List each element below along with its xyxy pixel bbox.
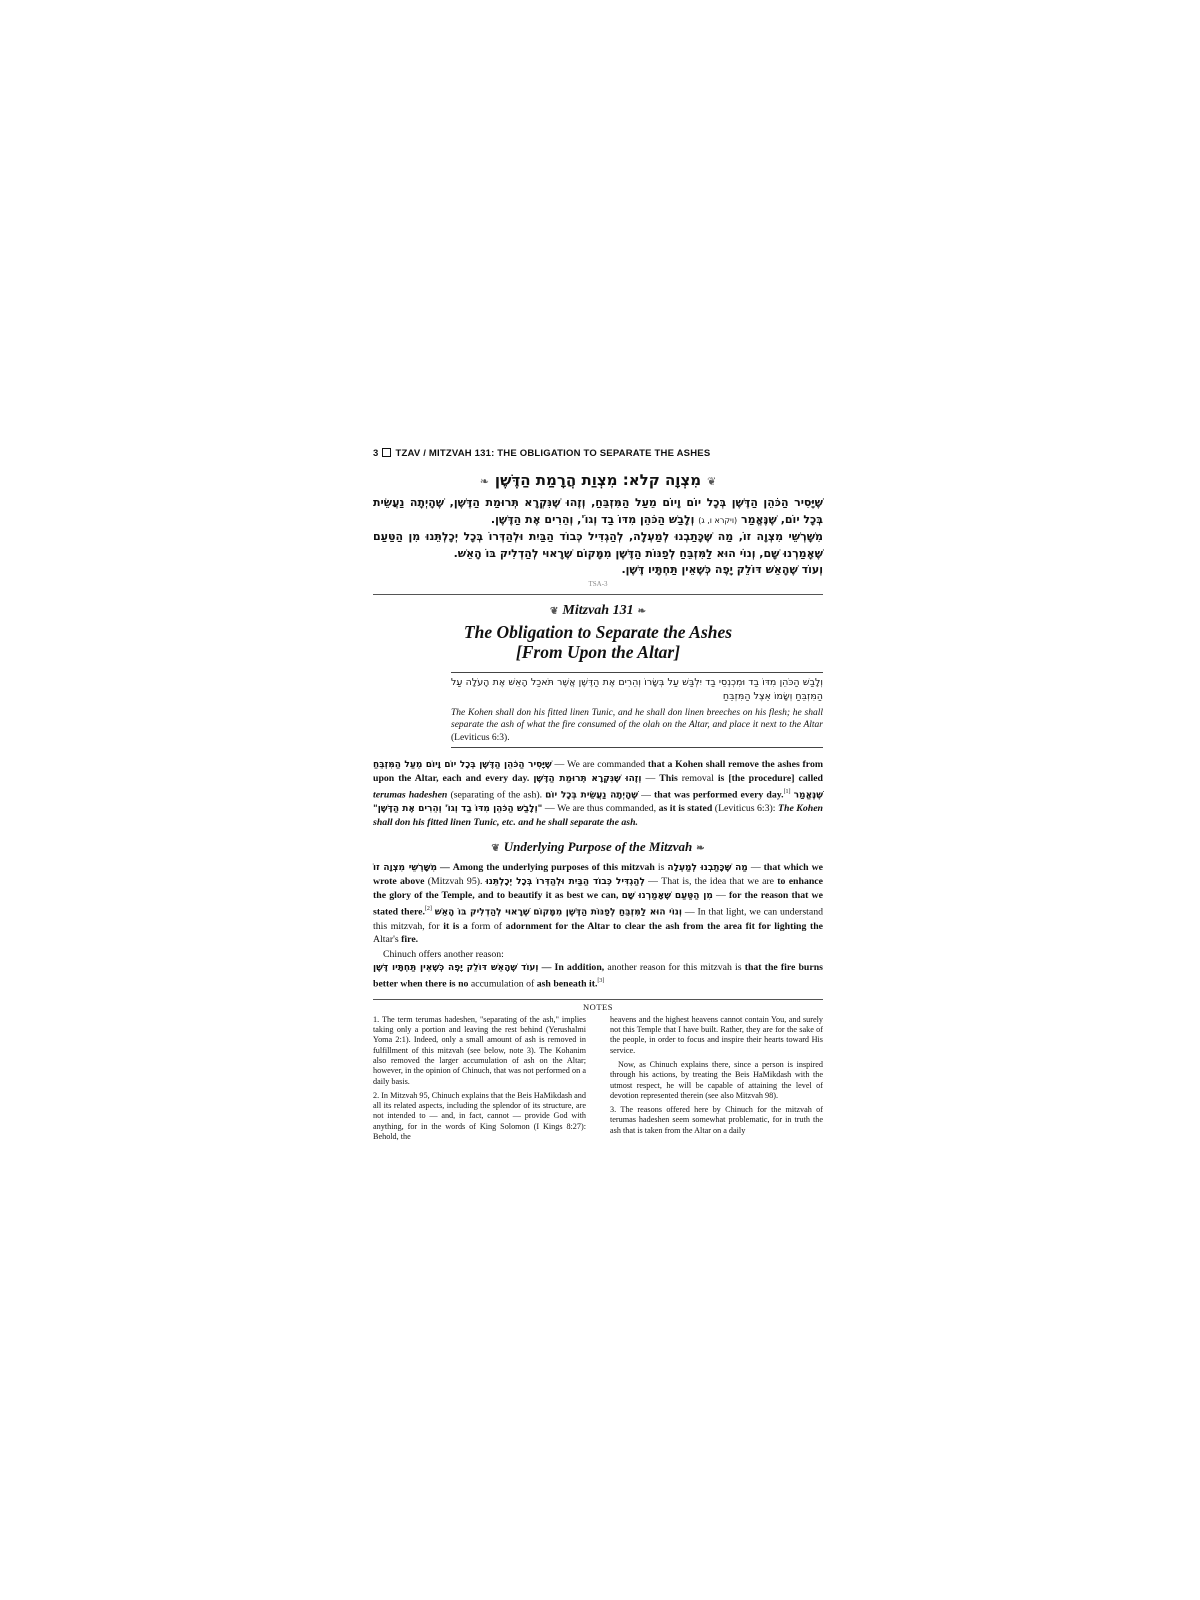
hebrew-lemma: וְנוֹי הוּא לַמִּזְבֵּחַ לְפַנּוֹת הַדֶּשֶׁן מִמָּקוֹם שֶׁרָאוּי לְהַדְלִיק בּוֹ הָאֵשׁ [434,907,682,918]
purpose-paragraph [373,861,823,945]
hebrew-text: וְלָבַשׁ הַכֹּהֵן מִדּוֹ בַד וְגוֹ', וְהֵרִים אֶת הַדֶּשֶׁן. [490,512,695,526]
body-term: terumas hadeshen [373,789,448,801]
body-bold: that the fire burns better when there is no [373,961,823,989]
verse-box [451,672,823,749]
body-text: accumulation of [468,977,537,989]
second-reason-paragraph [373,961,823,990]
square-bullet-icon [382,448,391,457]
english-title-line-2: [From Upon the Altar] [515,641,681,662]
note-1: 1. The term terumas hadeshen, "separating of the ash," implies taking only a portion and leaving the rest behind (Yerushalmi Yoma 2:1). Indeed, only a small amount of ash is removed in fulfillment of this mitzvah (see below, note 3). The Kohanim also removed the larger accumulation of ash on the Altar; however, in the opinion of Chinuch, that was not performed on a daily basis. [373,1014,586,1086]
divider [373,594,823,595]
footnote-ref[interactable]: [1] [783,789,791,795]
body-text: — [641,773,660,784]
body-bold: for the reason that we stated there. [373,890,823,918]
body-bold: ash beneath it. [536,977,598,989]
footnote-ref[interactable]: [3] [597,977,605,984]
hebrew-title-text: מִצְוָה קלא: מִצְוַת הֲרָמַת הַדֶּשֶׁן [494,471,702,489]
body-text: (Leviticus 6:3): [712,803,779,815]
note-3: 3. The reasons offered here by Chinuch for the mitzvah of terumas hadeshen seem somewhat problematic, for in truth the ash that is taken from the Altar on a daily [610,1105,823,1135]
intro-paragraph [373,758,823,829]
body-text: is [654,862,668,874]
ornament-icon: ❧ [696,843,705,855]
body-text: — [638,789,655,801]
section-heading-text: Underlying Purpose of the Mitzvah [503,839,693,855]
body-text: removal [677,773,718,784]
body-text: — [712,890,730,902]
hebrew-lemma: מַה שֶּׁכָּתַבְנוּ לְמַעְלָה [667,863,748,874]
body-bold: that which we wrote above [373,862,823,888]
footnote-ref[interactable]: [2] [424,906,432,913]
hebrew-paragraph-2: מִשָּׁרְשֵׁי מִצְוָה זוֹ, מַה שֶּׁכָּתַבְנוּ לְמַעְלָה, לְהַגְדִּיל כְּבוֹד הַבַּיִת וּלְהַדְּרוֹ בְּכָל יְכָלְתֵּנוּ מִן הַטַּעַם שֶׁאָמַרְנוּ שָׁם, וְנוֹי הוּא לַמִּזְבֵּחַ לְפַנּוֹת הַדֶּשֶׁן מִמָּקוֹם שֶׁרָאוּי לְהַדְלִיק בּוֹ הָאֵשׁ. [373,530,823,560]
hebrew-lemma: שֶׁהָיְתָה נַעֲשֵׂית בְּכָל יוֹם [545,790,639,801]
hebrew-lemma: וְעוֹד שֶׁהָאֵשׁ דּוֹלֵק יָפֶה כְּשֶׁאֵין תַּחְתָּיו דֶּשֶׁן [373,962,539,973]
body-text: — That is, the idea that we are [644,876,778,888]
hebrew-lemma: שֶׁיָּסִיר הַכֹּהֵן הַדֶּשֶׁן בְּכָל יוֹם וָיוֹם מֵעַל הַמִּזְבֵּחַ [373,760,552,770]
body-text: (Mitzvah 95). [424,876,486,888]
hebrew-mitzvah-title [373,471,823,489]
hebrew-paragraph-1 [373,495,823,529]
hebrew-source-ref: (ויקרא ו, ג) [698,515,738,525]
ornament-icon: ❦ [491,843,500,855]
note-2: 2. In Mitzvah 95, Chinuch explains that the Beis HaMikdash and all its related aspects, including the splendor of its structure, are not intended to — and, in fact, cannot — provide God with anything, for in the words of King Solomon (I Kings 8:27): Behold, the [373,1090,586,1142]
page-number: 3 [373,448,379,459]
hebrew-paragraph-3: וְעוֹד שֶׁהָאֵשׁ דּוֹלֵק יָפֶה כְּשֶׁאֵין תַּחְתָּיו דֶּשֶׁן. [621,563,823,576]
body-bold: — In addition, [538,961,605,973]
english-title [373,622,823,662]
note-2-paragraph-2: Now, as Chinuch explains there, since a person is inspired through his actions, by treating the Beis HaMikdash with the utmost respect, he will be capable of attaining the level of devotion represented therein (see also Mitzvah 98). [610,1059,823,1100]
notes-column-right [610,1015,823,1147]
hebrew-lemma: וְזֶהוּ שֶׁנִּקְרָא תְּרוּמַת הַדֶּשֶׁן [533,774,642,784]
body-bold: that a Kohen shall remove the ashes from upon the Altar, each and every day. [373,759,823,784]
verse-english-text: The Kohen shall don his fitted linen Tunic, and he shall don linen breeches on his flesh; he shall separate the ash of what the fire consumed of the olah on the Altar, and place it next to the Altar [451,707,823,730]
body-text: — [747,862,764,874]
body-bold: is [the procedure] called [717,773,823,784]
notes-divider [373,999,823,1000]
body-text: — In that light, we can understand this mitzvah, for [373,906,823,932]
body-bold: fire. [401,933,419,945]
ornament-icon: ❧ [637,605,646,617]
body-text: form of [467,920,506,932]
notes-column-left [373,1015,586,1147]
running-head-title: TZAV / MITZVAH 131: THE OBLIGATION TO SEPARATE THE ASHES [395,448,711,459]
body-bold: it is a [443,920,468,932]
verse-citation: (Leviticus 6:3). [451,732,510,743]
hebrew-lemma: שֶׁנֶּאֱמַר "וְלָבַשׁ הַכֹּהֵן מִדּוֹ בַד וְגוֹ' וְהֵרִים אֶת הַדֶּשֶׁן" [373,790,824,815]
mitzvah-label-text: Mitzvah 131 [562,602,634,618]
notes-heading: NOTES [583,1001,613,1012]
hebrew-lemma: מִשָּׁרְשֵׁי מִצְוָה זוֹ [373,863,437,874]
body-bold: to enhance the glory of the Temple, and to beautify it as best we can, [373,876,823,902]
section-heading [373,839,823,855]
body-bold: This [659,773,678,784]
ornament-icon: ❦ [550,605,559,617]
body-text: another reason for this mitzvah is [604,961,745,973]
page-stamp: TSA-3 [588,579,608,588]
body-text: Altar's [373,933,402,945]
another-reason-line: Chinuch offers another reason: [383,948,504,960]
note-2-continued: heavens and the highest heavens cannot contain You, and surely not this Temple that I have built. Rather, they are for the sake of the people, in order to focus and inspire their hearts toward His service. [610,1014,823,1055]
body-bold: as it is stated [658,803,713,815]
book-page [373,448,823,1146]
body-bold: adornment for the Altar to clear the ash from the area fit for lighting the [505,920,824,932]
body-bold: that was performed every day. [654,789,784,801]
body-bold: — Among the underlying purposes of this mitzvah [436,862,655,874]
mitzvah-label [373,603,823,619]
hebrew-lemma: לְהַגְדִּיל כְּבוֹד הַבַּיִת וּלְהַדְּרוֹ בְּכָל יְכָלְתֵּנוּ [485,877,645,888]
body-text: — We are thus commanded, [542,803,659,815]
body-text: (separating of the ash). [447,789,546,801]
hebrew-lemma: מִן הַטַּעַם שֶׁאָמַרְנוּ שָׁם [621,891,713,902]
english-title-line-1: The Obligation to Separate the Ashes [463,621,733,642]
ornament-icon: ❦ [707,475,717,488]
body-text: — We are commanded [551,759,648,770]
hebrew-text: שֶׁיָּסִיר הַכֹּהֵן הַדֶּשֶׁן בְּכָל יוֹם וָיוֹם מֵעַל הַמִּזְבֵּחַ, וְזֶהוּ שֶׁנִּקְרָא תְּרוּמַת הַדֶּשֶׁן, שֶׁהָיְתָה נַעֲשֵׂית בְּכָל יוֹם, שֶׁנֶּאֱמַר [373,496,823,526]
body-quote: The Kohen shall don his fitted linen Tunic, etc. and he shall separate the ash. [373,803,823,829]
notes-section [373,1015,823,1147]
verse-english [451,707,823,745]
ornament-icon: ❧ [479,475,489,488]
verse-hebrew: וְלָבַשׁ הַכֹּהֵן מִדּוֹ בַד וּמִכְנְסֵי בַד יִלְבַּשׁ עַל בְּשָׂרוֹ וְהֵרִים אֶת הַדֶּשֶׁן אֲשֶׁר תֹּאכַל הָאֵשׁ אֶת הָעֹלָה עַל הַמִּזְבֵּחַ וְשָׂמוֹ אֵצֶל הַמִּזְבֵּחַ [451,676,823,702]
running-head [373,448,823,459]
